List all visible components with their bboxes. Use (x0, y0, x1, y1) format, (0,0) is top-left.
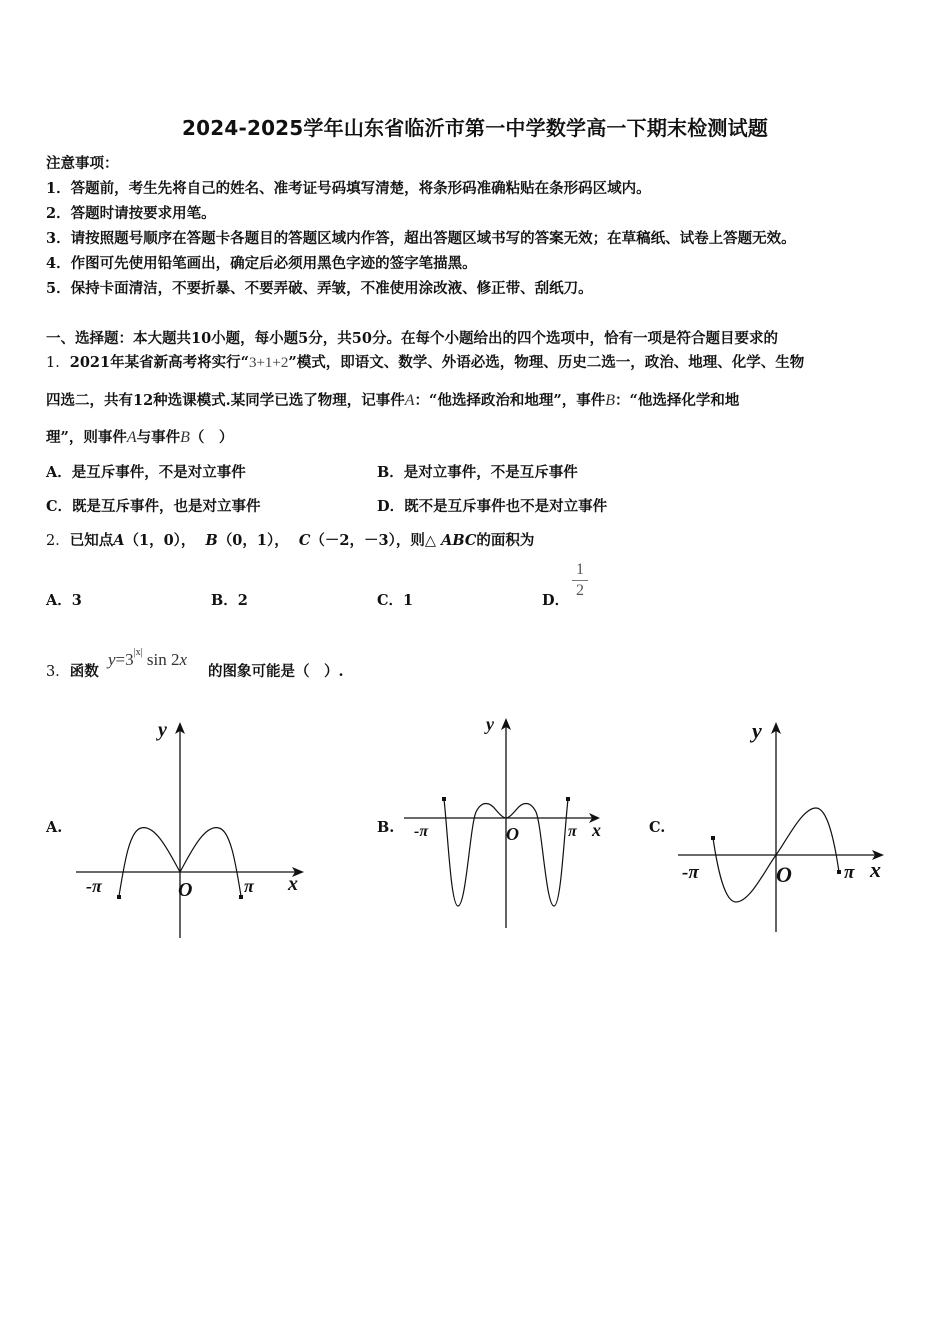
x-axis-label: x (870, 857, 881, 882)
question-number: 3． (46, 664, 70, 680)
fraction-bar (572, 580, 588, 581)
x-axis-label: x (288, 873, 298, 895)
q3-text-tail: 的图象可能是（ ）. (208, 663, 344, 680)
fraction-numerator: 1 (576, 561, 584, 578)
graph-option-c[interactable]: C. (649, 819, 666, 836)
pi-label: π (844, 862, 855, 883)
x-axis-label: x (592, 820, 601, 840)
graph-a[interactable] (66, 706, 316, 946)
question-1-line-2 (46, 389, 739, 410)
triangle-abc: ABC (441, 532, 477, 549)
neg-pi-label: -π (682, 862, 699, 883)
q2-option-c[interactable]: C．1 (377, 592, 414, 609)
neg-pi-label: -π (414, 823, 429, 840)
origin-label: O (506, 824, 519, 844)
q2-option-b[interactable]: B．2 (211, 592, 248, 609)
fraction-denominator: 2 (576, 582, 584, 599)
event-a: A (126, 429, 137, 446)
q1-text: （ ） (189, 429, 234, 446)
endpoint-left (711, 836, 715, 840)
notice-item-1: 1．答题前，考生先将自己的姓名、准考证号码填写清楚，将条形码准确粘贴在条形码区域内。 (46, 180, 651, 197)
mode-formula: 3+1+2 (248, 355, 289, 371)
y-axis-label: y (158, 719, 167, 741)
q1-text: 2021年某省新高考将实行“ (69, 354, 249, 371)
formula-x: x (179, 650, 188, 669)
question-3 (46, 660, 99, 681)
endpoint-right (566, 797, 570, 801)
page-title: 2024-2025学年山东省临沂市第一中学数学高一下期末检测试题 (181, 116, 769, 140)
section-heading: 一、选择题：本大题共10小题，每小题5分，共50分。在每个小题给出的四个选项中，恰有一项是符合题目要求的 (46, 330, 778, 347)
q2-text: （0，1）， (217, 532, 289, 549)
point-c: C (298, 532, 311, 549)
origin-label: O (178, 879, 193, 901)
question-1-line-3 (46, 426, 233, 447)
y-axis-label: y (752, 718, 762, 743)
endpoint-right (837, 870, 841, 874)
q1-text: 理”，则事件 (46, 429, 127, 446)
q3-text: 函数 (69, 663, 99, 680)
endpoint-right (239, 895, 243, 899)
notice-item-4: 4．作图可先使用铅笔画出，确定后必须用黑色字迹的签字笔描黑。 (46, 255, 477, 272)
y-axis-label: y (486, 714, 494, 734)
q1-option-d[interactable]: D．既不是互斥事件也不是对立事件 (377, 498, 608, 515)
graph-c[interactable] (670, 712, 900, 942)
q1-option-a[interactable]: A．是互斥事件，不是对立事件 (46, 464, 246, 481)
q1-option-c[interactable]: C．既是互斥事件，也是对立事件 (46, 498, 261, 515)
neg-pi-label: -π (86, 876, 102, 896)
q1-text: 与事件 (136, 429, 181, 446)
q1-option-b[interactable]: B．是对立事件，不是互斥事件 (377, 464, 578, 481)
notice-item-5: 5．保持卡面清洁，不要折暴、不要弄破、弄皱，不准使用涂改液、修正带、刮纸刀。 (46, 280, 593, 297)
pi-label: π (568, 823, 577, 840)
function-formula (108, 647, 188, 670)
q2-text: （1，0）， (124, 532, 196, 549)
q2-option-d[interactable]: D． (542, 592, 570, 609)
q2-text: 的面积为 (476, 532, 535, 549)
graph-option-a[interactable]: A. (46, 819, 63, 836)
question-number: 2． (46, 533, 70, 549)
q1-text: ”模式，即语文、数学、外语必选，物理、历史二选一，政治、地理、化学、生物 (288, 354, 805, 371)
endpoint-left (117, 895, 121, 899)
pi-label: π (244, 876, 254, 896)
event-b: B (180, 429, 190, 446)
question-1-line-1 (46, 351, 804, 372)
formula-exponent: |x| (133, 647, 143, 659)
origin-label: O (776, 862, 792, 887)
question-number: 1． (46, 355, 70, 371)
formula-eq: =3 (115, 650, 134, 669)
question-2 (46, 529, 534, 550)
graph-option-b[interactable]: B. (377, 819, 395, 836)
q2-text: （－2，－3），则△ (310, 532, 436, 549)
notice-item-3: 3．请按照题号顺序在答题卡各题目的答题区域内作答，超出答题区域书写的答案无效；在草稿纸、试卷上答题无效。 (46, 230, 796, 247)
event-a: A (404, 392, 415, 409)
q2-option-a[interactable]: A．3 (46, 592, 82, 609)
notice-item-2: 2．答题时请按要求用笔。 (46, 205, 216, 222)
notice-heading: 注意事项： (46, 155, 119, 172)
endpoint-left (442, 797, 446, 801)
q2-text: 已知点 (69, 532, 114, 549)
q1-text: ：“他选择政治和地理”，事件 (414, 392, 606, 409)
formula-y: y (108, 650, 116, 669)
q1-text: ：“他选择化学和地 (614, 392, 740, 409)
formula-sin: sin 2 (146, 650, 180, 669)
graph-b[interactable] (396, 706, 626, 936)
fraction-one-half (572, 561, 588, 600)
point-a: A (113, 532, 125, 549)
q1-text: 四选二，共有12种选课模式.某同学已选了物理，记事件 (46, 392, 405, 409)
point-b: B (205, 532, 218, 549)
event-b: B (605, 392, 615, 409)
